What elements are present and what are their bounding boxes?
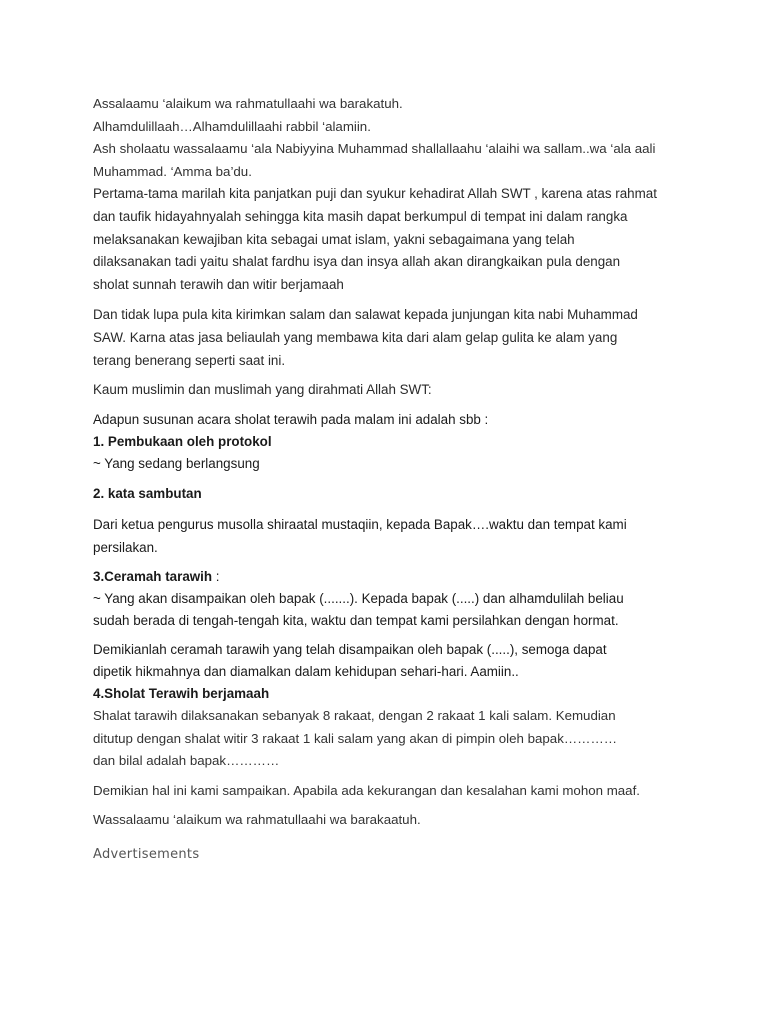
- agenda-item-4-line: Shalat tarawih dilaksanakan sebanyak 8 rakaat, dengan 2 rakaat 1 kali salam. Kemudian: [93, 708, 616, 724]
- agenda-item-1-title: 1. Pembukaan oleh protokol: [93, 434, 272, 450]
- closing-paragraph: [93, 809, 683, 832]
- agenda-item-1-desc: ~ Yang sedang berlangsung: [93, 456, 260, 472]
- opening-line: melaksanakan kewajiban kita sebagai umat islam, yakni sebagaimana yang telah: [93, 231, 575, 247]
- agenda-item-4-line: dan bilal adalah bapak…………: [93, 753, 280, 769]
- greeting-paragraph: [93, 93, 683, 183]
- agenda-item-3-colon: :: [212, 569, 220, 585]
- salawat-line: SAW. Karna atas jasa beliaulah yang membawa kita dari alam gelap gulita ke alam yang: [93, 329, 618, 345]
- agenda-item-4-desc: [93, 705, 683, 773]
- salawat-line: Dan tidak lupa pula kita kirimkan salam dan salawat kepada junjungan kita nabi Muhammad: [93, 306, 638, 322]
- document-body: [93, 93, 683, 862]
- agenda-item-2-line: Dari ketua pengurus musolla shiraatal mustaqiin, kepada Bapak….waktu dan tempat kami: [93, 517, 627, 533]
- closing-salam-line: Wassalaamu ‘alaikum wa rahmatullaahi wa barakaatuh.: [93, 812, 421, 828]
- apology-line: Demikian hal ini kami sampaikan. Apabila ada kekurangan dan kesalahan kami mohon maaf.: [93, 782, 640, 798]
- greeting-line: Assalaamu ‘alaikum wa rahmatullaahi wa barakatuh.: [93, 96, 403, 111]
- opening-line: sholat sunnah terawih dan witir berjamaah: [93, 277, 344, 293]
- address-paragraph: [93, 379, 683, 402]
- opening-line: dan taufik hidayahnyalah sehingga kita masih dapat berkumpul di tempat ini dalam rangka: [93, 208, 628, 224]
- opening-line: dilaksanakan tadi yaitu shalat fardhu isya dan insya allah akan dirangkaikan pula dengan: [93, 254, 621, 270]
- agenda-item-4-line: ditutup dengan shalat witir 3 rakaat 1 kali salam yang akan di pimpin oleh bapak…………: [93, 730, 618, 746]
- agenda-item-3-line: sudah berada di tengah-tengah kita, waktu dan tempat kami persilahkan dengan hormat.: [93, 613, 619, 629]
- advertisements-label: Advertisements: [93, 846, 200, 862]
- agenda-item-3-line: ~ Yang akan disampaikan oleh bapak (.......). Kepada bapak (.....) dan alhamdulilah beliau: [93, 591, 624, 607]
- agenda-item-2-title: 2. kata sambutan: [93, 486, 202, 502]
- sermon-closing-line: dipetik hikmahnya dan diamalkan dalam kehidupan sehari-hari. Aamiin..: [93, 664, 519, 680]
- agenda-item-3: [93, 566, 683, 632]
- agenda-item-2-desc: [93, 513, 683, 559]
- address-line: Kaum muslimin dan muslimah yang dirahmati Allah SWT:: [93, 382, 432, 398]
- agenda-intro: [93, 409, 683, 475]
- shalawat-line: Ash sholaatu wassalaamu ‘ala Nabiyyina Muhammad shallallaahu ‘alaihi wa sallam..wa ‘ala aali: [93, 141, 656, 156]
- sermon-closing: [93, 639, 683, 705]
- agenda-item-2: [93, 483, 683, 505]
- agenda-intro-line: Adapun susunan acara sholat terawih pada malam ini adalah sbb :: [93, 412, 489, 428]
- opening-line: Pertama-tama marilah kita panjatkan puji dan syukur kehadirat Allah SWT , karena atas rahmat: [93, 186, 657, 201]
- agenda-item-3-title: 3.Ceramah tarawih: [93, 569, 213, 585]
- salawat-line: terang benerang seperti saat ini.: [93, 352, 286, 368]
- shalawat-line-cont: Muhammad. ‘Amma ba’du.: [93, 163, 252, 179]
- hamdalah-line: Alhamdulillaah…Alhamdulillaahi rabbil ‘alamiin.: [93, 118, 371, 134]
- apology-paragraph: [93, 780, 683, 803]
- opening-paragraph: [93, 183, 683, 297]
- sermon-closing-line: Demikianlah ceramah tarawih yang telah disampaikan oleh bapak (.....), semoga dapat: [93, 642, 607, 658]
- agenda-item-4-title: 4.Sholat Terawih berjamaah: [93, 686, 270, 702]
- agenda-item-2-line: persilakan.: [93, 540, 158, 556]
- salawat-paragraph: [93, 304, 683, 372]
